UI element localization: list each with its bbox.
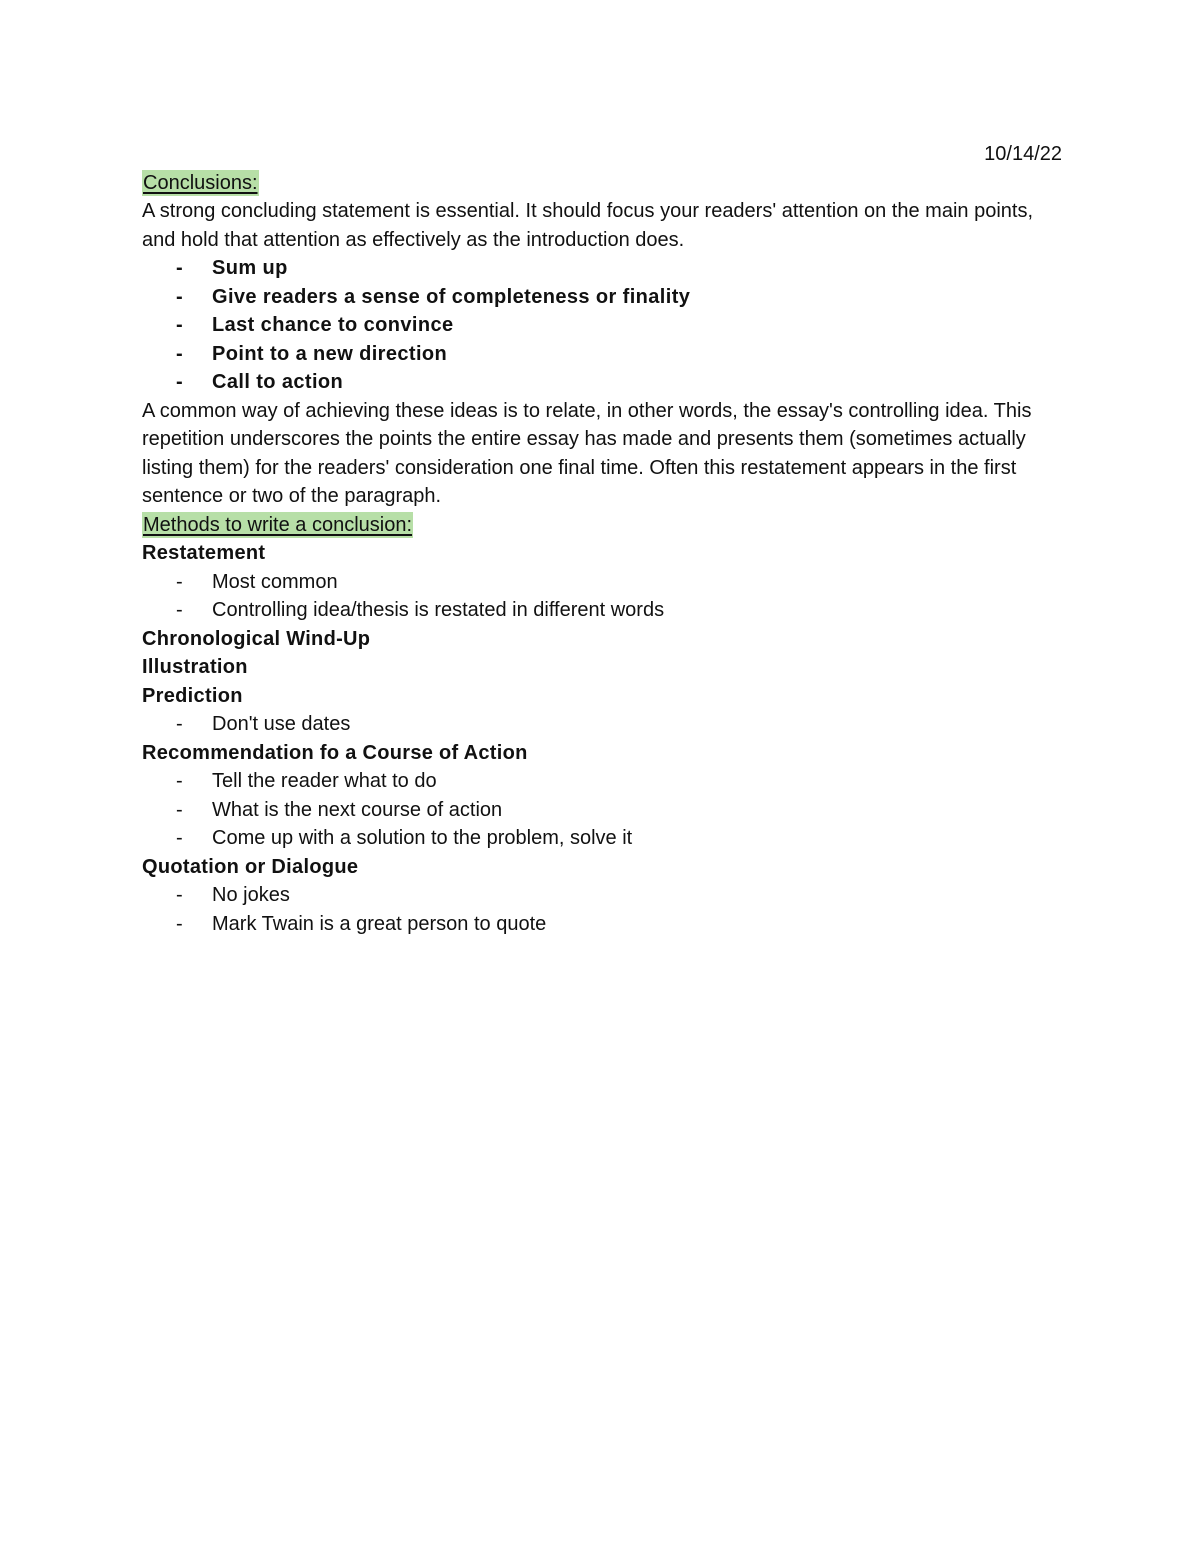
- list-item-text: No jokes: [212, 884, 290, 906]
- list-item-text: Tell the reader what to do: [212, 770, 437, 792]
- dash-bullet: -: [176, 342, 184, 365]
- list-item: [142, 568, 1062, 597]
- dash-bullet: -: [176, 371, 184, 393]
- dash-bullet: -: [176, 257, 184, 279]
- list-item-text: Point to a new direction: [212, 342, 448, 365]
- list-item: [142, 283, 1062, 312]
- list-item-text: Controlling idea/thesis is restated in different words: [212, 599, 665, 621]
- list-item: [142, 796, 1062, 825]
- date: 10/14/22: [984, 143, 1062, 165]
- method-title: Recommendation fo a Course of Action: [142, 741, 528, 764]
- method-title: Quotation or Dialogue: [142, 855, 359, 878]
- closing-paragraph: A common way of achieving these ideas is to relate, in other words, the essay's controlling idea. This repetition underscores the points the entire essay has made and presents them (sometimes actually listing them) for the readers' consideration one final time. Often this restatement appears in the first sentence or two of the paragraph.: [142, 399, 1032, 507]
- method-notes: [142, 710, 1062, 739]
- list-item: [142, 767, 1062, 796]
- method-chronological-wind-up: [142, 625, 1062, 654]
- dash-bullet: -: [176, 599, 183, 621]
- list-item-text: Don't use dates: [212, 713, 351, 735]
- dash-bullet: -: [176, 912, 183, 935]
- list-item-text: Give readers a sense of completeness or finality: [212, 285, 691, 308]
- list-item-text: What is the next course of action: [212, 798, 503, 821]
- list-item-text: Most common: [212, 570, 338, 593]
- conclusions-heading-line: [142, 169, 1062, 198]
- method-title: Restatement: [142, 542, 266, 564]
- methods-heading: Methods to write a conclusion:: [143, 513, 413, 536]
- method-title: Chronological Wind-Up: [142, 627, 371, 650]
- method-title: Prediction: [142, 684, 243, 707]
- dash-bullet: -: [176, 798, 183, 821]
- list-item-text: Come up with a solution to the problem, solve it: [212, 827, 633, 849]
- list-item: [142, 254, 1062, 283]
- conclusions-section: [142, 169, 1062, 511]
- list-item: [142, 910, 1062, 939]
- dash-bullet: -: [176, 884, 183, 906]
- method-notes: [142, 767, 1062, 853]
- list-item-text: Call to action: [212, 371, 344, 393]
- dash-bullet: -: [176, 570, 183, 593]
- list-item: [142, 368, 1062, 397]
- conclusion-goals-list: [142, 254, 1062, 397]
- list-item-text: Mark Twain is a great person to quote: [212, 912, 547, 935]
- method-quotation-or-dialogue: [142, 853, 1062, 939]
- list-item: [142, 824, 1062, 853]
- method-recommendation: [142, 739, 1062, 853]
- methods-heading-line: [142, 511, 1062, 540]
- dash-bullet: -: [176, 713, 183, 735]
- list-item: [142, 596, 1062, 625]
- list-item-text: Sum up: [212, 257, 288, 279]
- list-item: [142, 710, 1062, 739]
- method-notes: [142, 568, 1062, 625]
- list-item: [142, 340, 1062, 369]
- intro-paragraph: A strong concluding statement is essential. It should focus your readers' attention on the main points, and hold that attention as effectively as the introduction does.: [142, 200, 1033, 251]
- list-item: [142, 881, 1062, 910]
- dash-bullet: -: [176, 770, 183, 792]
- dash-bullet: -: [176, 827, 183, 849]
- list-item: [142, 311, 1062, 340]
- dash-bullet: -: [176, 314, 184, 336]
- methods-section: [142, 511, 1062, 939]
- method-restatement: [142, 539, 1062, 625]
- dash-bullet: -: [176, 285, 184, 308]
- list-item-text: Last chance to convince: [212, 314, 454, 336]
- method-prediction: [142, 682, 1062, 739]
- document-page: [142, 140, 1062, 938]
- method-title: Illustration: [142, 656, 248, 678]
- method-notes: [142, 881, 1062, 938]
- method-illustration: [142, 653, 1062, 682]
- conclusions-heading: Conclusions:: [143, 171, 258, 194]
